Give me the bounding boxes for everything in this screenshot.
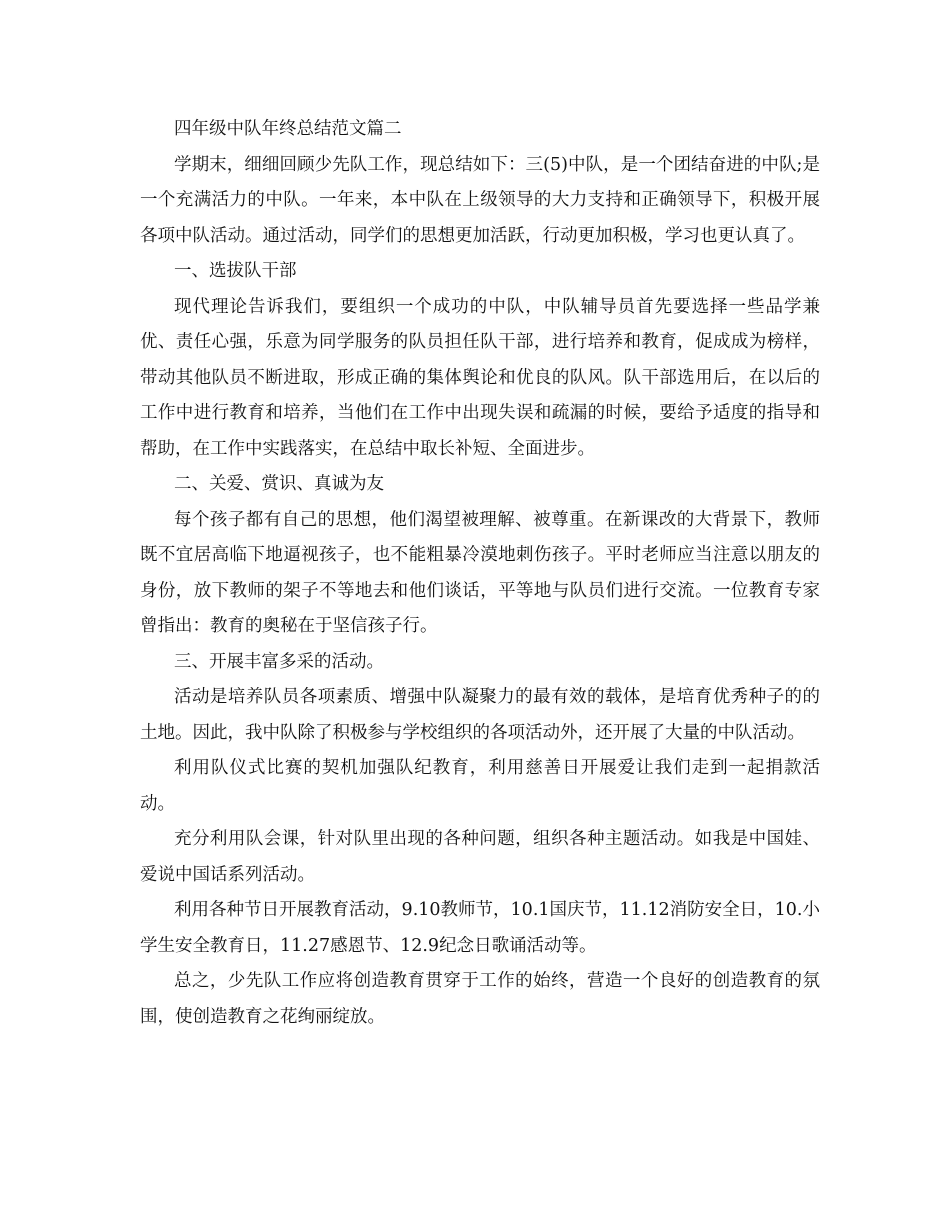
paragraph: 利用队仪式比赛的契机加强队纪教育，利用慈善日开展爱让我们走到一起捐款活动。 [140,758,820,814]
document-body [140,112,820,1035]
paragraph: 充分利用队会课，针对队里出现的各种问题，组织各种主题活动。如我是中国娃、爱说中国话系列活动。 [140,829,820,885]
paragraph: 现代理论告诉我们，要组织一个成功的中队，中队辅导员首先要选择一些品学兼优、责任心强，乐意为同学服务的队员担任队干部，进行培养和教育，促成成为榜样，带动其他队员不断进取，形成正确的集体舆论和优良的队风。队干部选用后，在以后的工作中进行教育和培养，当他们在工作中出现失误和疏漏的时候，要给予适度的指导和帮助，在工作中实践落实，在总结中取长补短、全面进步。 [140,296,820,459]
paragraph: 学期末，细细回顾少先队工作，现总结如下：三(5)中队，是一个团结奋进的中队;是一个充满活力的中队。一年来，本中队在上级领导的大力支持和正确领导下，积极开展各项中队活动。通过活动，同学们的思想更加活跃，行动更加积极，学习也更认真了。 [140,154,820,246]
document-title: 四年级中队年终总结范文篇二 [174,119,402,139]
paragraph: 活动是培养队员各项素质、增强中队凝聚力的最有效的载体，是培育优秀种子的的土地。因此，我中队除了积极参与学校组织的各项活动外，还开展了大量的中队活动。 [140,687,820,743]
section-heading: 三、开展丰富多采的活动。 [174,651,384,672]
section-heading: 一、选拔队干部 [174,261,297,281]
paragraph: 每个孩子都有自己的思想，他们渴望被理解、被尊重。在新课改的大背景下，教师既不宜居高临下地逼视孩子，也不能粗暴冷漠地刺伤孩子。平时老师应当注意以朋友的身份，放下教师的架子不等地去和他们谈话，平等地与队员们进行交流。一位教育专家曾指出：教育的奥秘在于坚信孩子行。 [140,509,820,636]
section-heading: 二、关爱、赏识、真诚为友 [174,474,384,494]
paragraph: 利用各种节日开展教育活动，9.10教师节，10.1国庆节，11.12消防安全日，10.小学生安全教育日，11.27感恩节、12.9纪念日歌诵活动等。 [140,900,820,956]
paragraph: 总之，少先队工作应将创造教育贯穿于工作的始终，营造一个良好的创造教育的氛围，使创造教育之花绚丽绽放。 [140,971,820,1027]
